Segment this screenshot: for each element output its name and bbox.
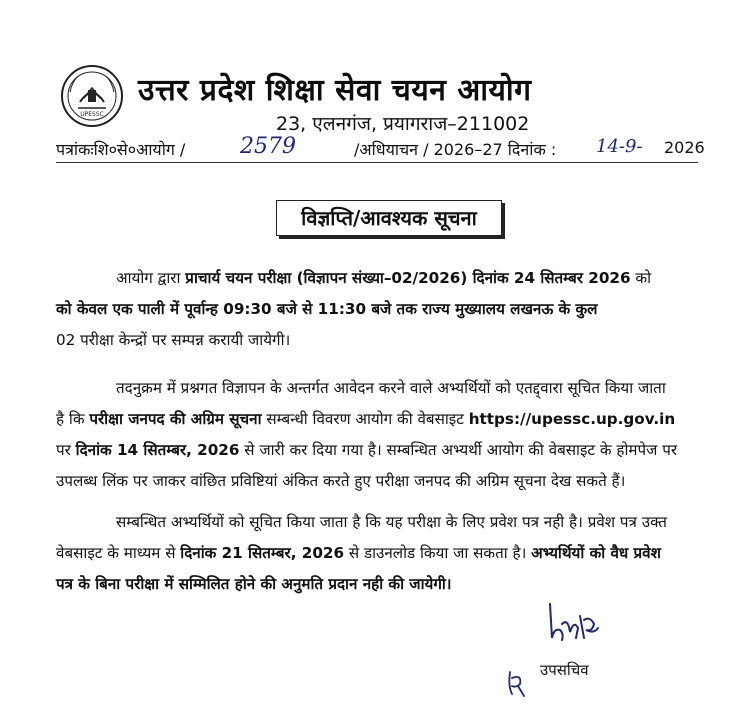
notice-title-box (276, 200, 502, 236)
patrank-label: पत्रांकःशि०से०आयोग / (56, 140, 186, 159)
reference-divider (56, 162, 698, 163)
para2-line4: उपलब्ध लिंक पर जाकर वांछित प्रविष्टियां अंकित करते हुए परीक्षा जनपद की अग्रिम सूचना देख सकते हैं। (56, 472, 626, 490)
para1-line3: 02 परीक्षा केन्द्रों पर सम्पन्न करायी जायेगी। (56, 331, 291, 349)
para1-line2: को केवल एक पाली में पूर्वान्ह 09:30 बजे से 11:30 बजे तक राज्य मुख्यालय लखनऊ के कुल (56, 300, 598, 318)
notice-title: विज्ञप्ति/आवश्यक सूचना (301, 206, 477, 230)
para3-line1: सम्बन्धित अभ्यर्थियों को सूचित किया जाता है कि यह परीक्षा के लिए प्रवेश पत्र नही है। प्रवेश पत्र उक्त (116, 513, 667, 531)
para3-line2: वेबसाइट के माध्यम से दिनांक 21 सितम्बर, 2026 से डाउनलोड किया जा सकता है। अभ्यर्थियों को वैध प्रवेश (56, 544, 661, 562)
reference-line (56, 134, 705, 162)
patrank-number: 2579 (240, 134, 296, 159)
para2-line3: पर दिनांक 14 सितम्बर, 2026 से जारी कर दिया गया है। सम्बन्धित अभ्यर्थी आयोग की वेबसाइट के होमपेज पर (56, 441, 678, 459)
date-handwritten: 14-9- (596, 136, 643, 157)
commission-address: 23, एलनगंज, प्रयागराज–211002 (276, 113, 530, 135)
commission-title: उत्तर प्रदेश शिक्षा सेवा चयन आयोग (138, 73, 532, 108)
para1-line1: आयोग द्वारा प्राचार्य चयन परीक्षा (विज्ञापन संख्या–02/2026) दिनांक 24 सितम्बर 2026 को (116, 269, 652, 287)
adhiyachan-text: /अधियाचन / 2026–27 दिनांक : (354, 140, 557, 159)
website-link[interactable]: https://upessc.up.gov.in (468, 410, 676, 428)
initials-mark (504, 668, 530, 698)
date-year: 2026 (664, 138, 705, 157)
signature (540, 598, 604, 648)
commission-seal (60, 64, 124, 128)
designation: उपसचिव (540, 661, 589, 679)
para2-line2: है कि परीक्षा जनपद की अग्रिम सूचना सम्बन्धी विवरण आयोग की वेबसाइट https://upessc.up.gov.in (56, 410, 676, 428)
seal-text: UPESSC (80, 111, 104, 118)
para2-line1: तदनुक्रम में प्रश्नगत विज्ञापन के अन्तर्गत आवेदन करने वाले अभ्यर्थियों को एतद्द्वारा सूचित किया जाता (116, 379, 666, 397)
para3-line3: पत्र के बिना परीक्षा में सम्मिलित होने की अनुमति प्रदान नही की जायेगी। (56, 575, 452, 593)
